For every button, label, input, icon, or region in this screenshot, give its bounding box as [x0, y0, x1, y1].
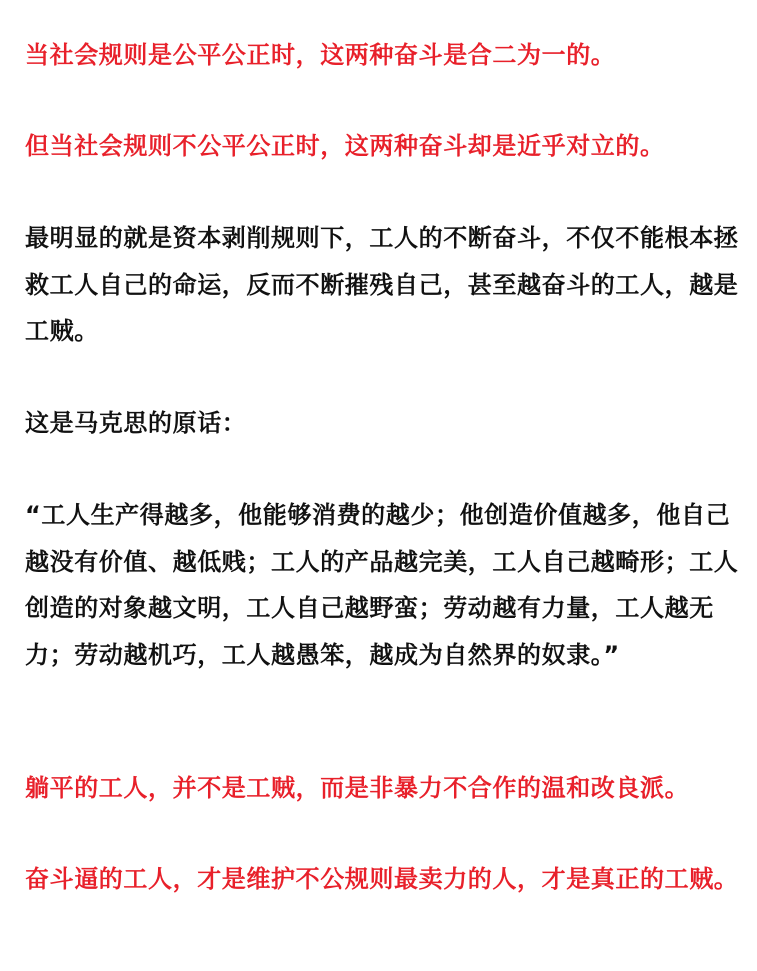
- paragraph-marx-intro: 这是马克思的原话：: [25, 409, 247, 437]
- paragraph-capital-exploitation: 最明显的就是资本剥削规则下，工人的不断奋斗，不仅不能根本拯救工人自己的命运，反而不断摧残自己，甚至越奋斗的工人，越是工贼。: [25, 224, 739, 345]
- paragraph-unfair-rules: 但当社会规则不公平公正时，这两种奋斗却是近乎对立的。: [25, 132, 665, 160]
- paragraph-lying-flat: 躺平的工人，并不是工贼，而是非暴力不合作的温和改良派。: [25, 774, 690, 802]
- paragraph-marx-quote: “工人生产得越多，他能够消费的越少；他创造价值越多，他自己越没有价值、越低贱；工人的产品越完美，工人自己越畸形；工人创造的对象越文明，工人自己越野蛮；劳动越有力量，工人越无力；劳动越机巧，工人越愚笨，越成为自然界的奴隶。”: [25, 501, 739, 669]
- paragraph-strivers: 奋斗逼的工人，才是维护不公规则最卖力的人，才是真正的工贼。: [25, 865, 739, 893]
- paragraph-fair-rules: 当社会规则是公平公正时，这两种奋斗是合二为一的。: [25, 41, 616, 69]
